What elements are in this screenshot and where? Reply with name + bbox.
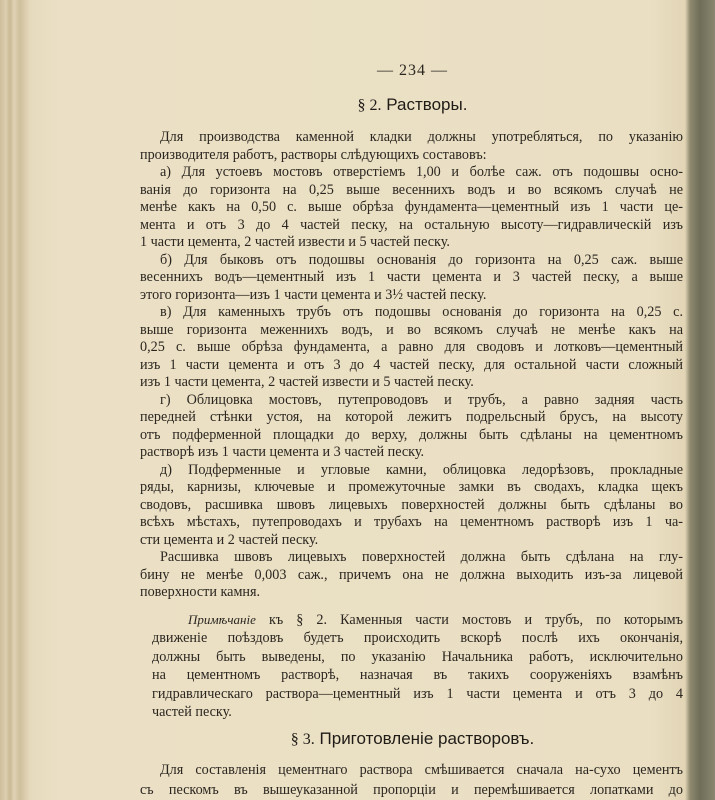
text-line: 0,25 с. выше обрѣза фундамента, а равно для сводовъ и лотковъ—цементный [140,339,683,355]
section-2-heading [0,95,715,115]
text-line: съ пескомъ въ вышеуказанной пропорціи и перемѣшивается лопатками до [140,782,683,798]
text-line: изъ 1 части цемента и отъ 3 до 4 частей песку, для остальной части сложный [140,356,683,373]
text-line: передней стѣнки устоя, на которой лежитъ подрельсный брусъ, на высоту [140,409,683,425]
text-line: мента и отъ 3 до 4 частей песку, на остальную высоту—гидравлическій изъ [140,216,683,233]
text-line: отъ подферменной площадки до верху, должны быть сдѣланы на цементномъ [140,426,683,443]
text-line: ванія до горизонта на 0,25 выше весеннихъ водъ и во всякомъ случаѣ не [140,181,683,198]
text-line: а) Для устоевъ мостовъ отверстіемъ 1,00 и болѣе саж. отъ подошвы осно- [160,164,683,180]
text-line: бину не менѣе 0,003 саж., причемъ она не должна выходить изъ-за лицевой [140,566,683,583]
note-block [152,611,683,721]
text-line: растворѣ изъ 1 части цемента и 3 частей песку. [140,444,425,460]
text-line: должны быть выведены, по указанію Начальника работъ, исключительно [152,648,683,665]
text-line: 1 части цемента, 2 частей извести и 5 частей песку. [140,234,450,250]
text-line: Расшивка швовъ лицевыхъ поверхностей должна быть сдѣлана на глу- [160,549,683,565]
section-title: Приготовленіе растворовъ. [319,729,535,748]
text-line: частей песку. [152,703,232,720]
note-label: Примѣчаніе [188,612,256,627]
section-sign: § 2. [357,97,382,114]
text-line: гидравлическаго раствора—цементный изъ 1 части цемента и отъ 3 до 4 [152,685,683,702]
text-line: д) Подферменные и угловые камни, облицовка ледорѣзовъ, прокладные [160,461,683,478]
text-line: сти цемента и 2 частей песку. [140,531,319,548]
text-line: на цементномъ растворѣ, назначая въ такихъ сооруженіяхъ взамѣнъ [152,667,683,684]
text-line: поверхности камня. [140,584,261,600]
text-line: ряды, карнизы, ключевые и промежуточные замки въ сводахъ, кладка щекъ [140,479,683,495]
text-line: этого горизонта—изъ 1 части цемента и 3½ частей песку. [140,286,487,303]
text-line: сводовъ, расшивка швовъ лицевыхъ поверхностей должны быть сдѣланы во [140,496,683,513]
text-line: изъ 1 части цемента, 2 частей извести и 5 частей песку. [140,374,474,390]
text-line: движеніе поѣздовъ будетъ происходить вскорѣ послѣ ихъ окончанія, [152,630,683,647]
text-line: г) Облицовка мостовъ, путепроводовъ и трубъ, а равно задняя часть [160,391,683,408]
text-line: выше горизонта меженнихъ водъ, и во всякомъ случаѣ не менѣе какъ на [140,321,683,338]
text-line: Для составленія цементнаго раствора смѣшивается сначала на-сухо цементъ [160,762,683,778]
text-line: весеннихъ водъ—цементный изъ 1 части цемента и 3 частей песку, а выше [140,269,683,285]
section-3-heading [0,729,715,749]
text-line: всѣхъ мѣстахъ, путепроводахъ и трубахъ на цементномъ растворѣ изъ 1 ча- [140,514,683,530]
note-first-line [152,611,683,629]
text-line: Для производства каменной кладки должны употребляться, по указанію [160,129,683,145]
note-text: къ § 2. Каменныя части мостовъ и трубъ, по которымъ [268,612,683,628]
main-text [140,129,683,602]
page-number: — 234 — [377,62,448,79]
text-line: менѣе какъ на 0,50 с. выше обрѣза фундамента—цементный изъ 1 части це- [140,199,683,215]
final-paragraph [140,760,683,800]
section-sign: § 3. [290,731,315,748]
text-line: в) Для каменныхъ трубъ отъ подошвы основанія до горизонта на 0,25 с. [160,304,683,320]
section-title: Растворы. [386,95,468,114]
text-line: б) Для быковъ отъ подошвы основанія до горизонта на 0,25 саж. выше [160,251,683,268]
text-line: производителя работъ, растворы слѣдующихъ составовъ: [140,146,487,163]
